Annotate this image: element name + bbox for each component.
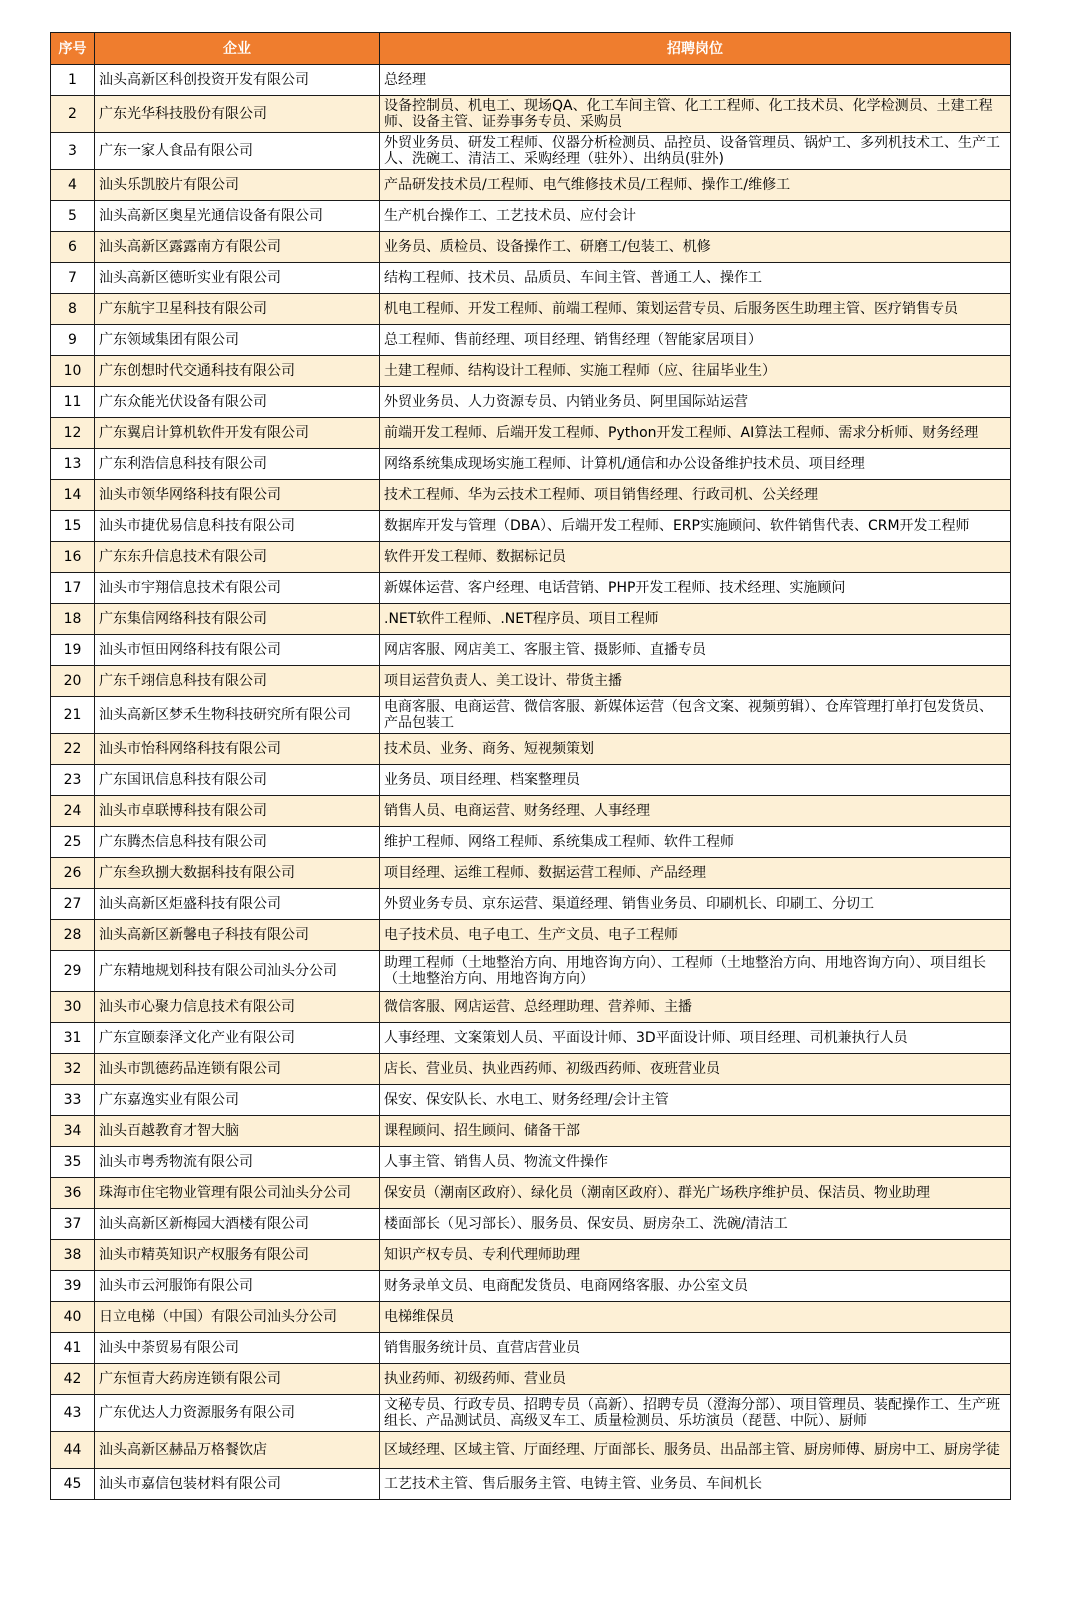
positions-cell: 设备控制员、机电工、现场QA、化工车间主管、化工工程师、化工技术员、化学检测员、土建工程师、设备主管、证券事务专员、采购员 <box>380 96 1011 133</box>
company-cell: 汕头市粤秀物流有限公司 <box>95 1147 380 1178</box>
table-row <box>51 796 1011 827</box>
positions-cell: 文秘专员、行政专员、招聘专员（高新）、招聘专员（澄海分部）、项目管理员、装配操作工、生产班组长、产品测试员、高级叉车工、质量检测员、乐坊演员（琵琶、中阮）、厨师 <box>380 1395 1011 1432</box>
positions-cell: 电子技术员、电子电工、生产文员、电子工程师 <box>380 920 1011 951</box>
company-cell: 汕头高新区赫品万格餐饮店 <box>95 1432 380 1469</box>
positions-cell: 业务员、项目经理、档案整理员 <box>380 765 1011 796</box>
positions-cell: 外贸业务员、人力资源专员、内销业务员、阿里国际站运营 <box>380 387 1011 418</box>
table-row <box>51 201 1011 232</box>
row-number-cell: 9 <box>51 325 95 356</box>
company-cell: 广东领域集团有限公司 <box>95 325 380 356</box>
table-row <box>51 858 1011 889</box>
company-cell: 汕头高新区科创投资开发有限公司 <box>95 65 380 96</box>
positions-cell: 知识产权专员、专利代理师助理 <box>380 1240 1011 1271</box>
positions-cell: .NET软件工程师、.NET程序员、项目工程师 <box>380 604 1011 635</box>
row-number-cell: 24 <box>51 796 95 827</box>
positions-cell: 技术工程师、华为云技术工程师、项目销售经理、行政司机、公关经理 <box>380 480 1011 511</box>
company-cell: 汕头市怡科网络科技有限公司 <box>95 734 380 765</box>
row-number-cell: 11 <box>51 387 95 418</box>
table-row <box>51 1116 1011 1147</box>
table-body <box>51 65 1011 1500</box>
row-number-cell: 34 <box>51 1116 95 1147</box>
company-cell: 广东优达人力资源服务有限公司 <box>95 1395 380 1432</box>
row-number-cell: 36 <box>51 1178 95 1209</box>
positions-cell: 电商客服、电商运营、微信客服、新媒体运营（包含文案、视频剪辑）、仓库管理打单打包发货员、产品包装工 <box>380 697 1011 734</box>
positions-cell: 网络系统集成现场实施工程师、计算机/通信和办公设备维护技术员、项目经理 <box>380 449 1011 480</box>
row-number-cell: 6 <box>51 232 95 263</box>
row-number-cell: 18 <box>51 604 95 635</box>
table-row <box>51 1209 1011 1240</box>
table-row <box>51 1469 1011 1500</box>
positions-cell: 课程顾问、招生顾问、储备干部 <box>380 1116 1011 1147</box>
positions-cell: 外贸业务员、研发工程师、仪器分析检测员、品控员、设备管理员、锅炉工、多列机技术工、生产工人、洗碗工、清洁工、采购经理（驻外）、出纳员(驻外) <box>380 133 1011 170</box>
positions-cell: 前端开发工程师、后端开发工程师、Python开发工程师、AI算法工程师、需求分析师、财务经理 <box>380 418 1011 449</box>
positions-cell: 总工程师、售前经理、项目经理、销售经理（智能家居项目） <box>380 325 1011 356</box>
table-row <box>51 992 1011 1023</box>
company-cell: 广东创想时代交通科技有限公司 <box>95 356 380 387</box>
company-cell: 广东宣颐泰泽文化产业有限公司 <box>95 1023 380 1054</box>
row-number-cell: 19 <box>51 635 95 666</box>
positions-cell: 人事主管、销售人员、物流文件操作 <box>380 1147 1011 1178</box>
table-row <box>51 480 1011 511</box>
table-row <box>51 697 1011 734</box>
positions-cell: 维护工程师、网络工程师、系统集成工程师、软件工程师 <box>380 827 1011 858</box>
row-number-cell: 14 <box>51 480 95 511</box>
table-row <box>51 1054 1011 1085</box>
table-row <box>51 573 1011 604</box>
positions-cell: 土建工程师、结构设计工程师、实施工程师（应、往届毕业生） <box>380 356 1011 387</box>
row-number-cell: 31 <box>51 1023 95 1054</box>
table-row <box>51 920 1011 951</box>
row-number-cell: 4 <box>51 170 95 201</box>
company-cell: 广东利浩信息科技有限公司 <box>95 449 380 480</box>
table-row <box>51 951 1011 992</box>
row-number-cell: 1 <box>51 65 95 96</box>
positions-cell: 工艺技术主管、售后服务主管、电铸主管、业务员、车间机长 <box>380 1469 1011 1500</box>
table-row <box>51 356 1011 387</box>
row-number-cell: 42 <box>51 1364 95 1395</box>
row-number-cell: 28 <box>51 920 95 951</box>
positions-cell: 助理工程师（土地整治方向、用地咨询方向）、工程师（土地整治方向、用地咨询方向）、项目组长（土地整治方向、用地咨询方向） <box>380 951 1011 992</box>
recruitment-table <box>50 32 1011 1500</box>
table-row <box>51 232 1011 263</box>
table-row <box>51 1302 1011 1333</box>
company-cell: 广东叁玖捌大数据科技有限公司 <box>95 858 380 889</box>
row-number-cell: 15 <box>51 511 95 542</box>
company-cell: 广东国讯信息科技有限公司 <box>95 765 380 796</box>
positions-cell: 生产机台操作工、工艺技术员、应付会计 <box>380 201 1011 232</box>
table-row <box>51 734 1011 765</box>
table-row <box>51 133 1011 170</box>
company-cell: 汕头市捷优易信息科技有限公司 <box>95 511 380 542</box>
positions-cell: 机电工程师、开发工程师、前端工程师、策划运营专员、后服务医生助理主管、医疗销售专员 <box>380 294 1011 325</box>
company-cell: 汕头高新区新梅园大酒楼有限公司 <box>95 1209 380 1240</box>
positions-cell: 人事经理、文案策划人员、平面设计师、3D平面设计师、项目经理、司机兼执行人员 <box>380 1023 1011 1054</box>
header-positions: 招聘岗位 <box>380 33 1011 65</box>
row-number-cell: 39 <box>51 1271 95 1302</box>
company-cell: 汕头高新区炬盛科技有限公司 <box>95 889 380 920</box>
row-number-cell: 8 <box>51 294 95 325</box>
table-row <box>51 635 1011 666</box>
row-number-cell: 35 <box>51 1147 95 1178</box>
company-cell: 汕头市心聚力信息技术有限公司 <box>95 992 380 1023</box>
company-cell: 广东精地规划科技有限公司汕头分公司 <box>95 951 380 992</box>
row-number-cell: 7 <box>51 263 95 294</box>
table-row <box>51 1240 1011 1271</box>
positions-cell: 技术员、业务、商务、短视频策划 <box>380 734 1011 765</box>
row-number-cell: 23 <box>51 765 95 796</box>
table-row <box>51 449 1011 480</box>
table-row <box>51 387 1011 418</box>
row-number-cell: 27 <box>51 889 95 920</box>
row-number-cell: 44 <box>51 1432 95 1469</box>
company-cell: 珠海市住宅物业管理有限公司汕头分公司 <box>95 1178 380 1209</box>
row-number-cell: 21 <box>51 697 95 734</box>
positions-cell: 销售服务统计员、直营店营业员 <box>380 1333 1011 1364</box>
company-cell: 广东嘉逸实业有限公司 <box>95 1085 380 1116</box>
company-cell: 广东翼启计算机软件开发有限公司 <box>95 418 380 449</box>
table-row <box>51 1395 1011 1432</box>
table-row <box>51 889 1011 920</box>
positions-cell: 项目运营负责人、美工设计、带货主播 <box>380 666 1011 697</box>
table-row <box>51 96 1011 133</box>
positions-cell: 外贸业务专员、京东运营、渠道经理、销售业务员、印刷机长、印刷工、分切工 <box>380 889 1011 920</box>
positions-cell: 业务员、质检员、设备操作工、研磨工/包装工、机修 <box>380 232 1011 263</box>
company-cell: 汕头高新区奥星光通信设备有限公司 <box>95 201 380 232</box>
row-number-cell: 22 <box>51 734 95 765</box>
positions-cell: 软件开发工程师、数据标记员 <box>380 542 1011 573</box>
table-row <box>51 325 1011 356</box>
table-row <box>51 511 1011 542</box>
table-row <box>51 170 1011 201</box>
company-cell: 汕头市凯德药品连锁有限公司 <box>95 1054 380 1085</box>
row-number-cell: 3 <box>51 133 95 170</box>
row-number-cell: 10 <box>51 356 95 387</box>
table-header-row <box>51 33 1011 65</box>
table-row <box>51 1023 1011 1054</box>
row-number-cell: 43 <box>51 1395 95 1432</box>
positions-cell: 结构工程师、技术员、品质员、车间主管、普通工人、操作工 <box>380 263 1011 294</box>
table-row <box>51 1333 1011 1364</box>
row-number-cell: 37 <box>51 1209 95 1240</box>
table-row <box>51 65 1011 96</box>
company-cell: 汕头高新区露露南方有限公司 <box>95 232 380 263</box>
company-cell: 汕头乐凯胶片有限公司 <box>95 170 380 201</box>
positions-cell: 新媒体运营、客户经理、电话营销、PHP开发工程师、技术经理、实施顾问 <box>380 573 1011 604</box>
company-cell: 汕头市恒田网络科技有限公司 <box>95 635 380 666</box>
row-number-cell: 16 <box>51 542 95 573</box>
positions-cell: 电梯维保员 <box>380 1302 1011 1333</box>
row-number-cell: 2 <box>51 96 95 133</box>
table-row <box>51 418 1011 449</box>
table-row <box>51 604 1011 635</box>
table-row <box>51 1085 1011 1116</box>
row-number-cell: 5 <box>51 201 95 232</box>
company-cell: 汕头市卓联博科技有限公司 <box>95 796 380 827</box>
company-cell: 汕头百越教育才智大脑 <box>95 1116 380 1147</box>
company-cell: 日立电梯（中国）有限公司汕头分公司 <box>95 1302 380 1333</box>
positions-cell: 项目经理、运维工程师、数据运营工程师、产品经理 <box>380 858 1011 889</box>
positions-cell: 总经理 <box>380 65 1011 96</box>
table-row <box>51 1147 1011 1178</box>
row-number-cell: 29 <box>51 951 95 992</box>
positions-cell: 数据库开发与管理（DBA）、后端开发工程师、ERP实施顾问、软件销售代表、CRM开发工程师 <box>380 511 1011 542</box>
header-company: 企业 <box>95 33 380 65</box>
company-cell: 广东众能光伏设备有限公司 <box>95 387 380 418</box>
table-row <box>51 1432 1011 1469</box>
table-row <box>51 1178 1011 1209</box>
company-cell: 广东千翊信息科技有限公司 <box>95 666 380 697</box>
company-cell: 汕头高新区德昕实业有限公司 <box>95 263 380 294</box>
row-number-cell: 20 <box>51 666 95 697</box>
positions-cell: 网店客服、网店美工、客服主管、摄影师、直播专员 <box>380 635 1011 666</box>
table-row <box>51 542 1011 573</box>
table-row <box>51 294 1011 325</box>
table-row <box>51 765 1011 796</box>
row-number-cell: 26 <box>51 858 95 889</box>
company-cell: 广东东升信息技术有限公司 <box>95 542 380 573</box>
row-number-cell: 45 <box>51 1469 95 1500</box>
company-cell: 汕头高新区新馨电子科技有限公司 <box>95 920 380 951</box>
company-cell: 广东光华科技股份有限公司 <box>95 96 380 133</box>
positions-cell: 微信客服、网店运营、总经理助理、营养师、主播 <box>380 992 1011 1023</box>
positions-cell: 产品研发技术员/工程师、电气维修技术员/工程师、操作工/维修工 <box>380 170 1011 201</box>
header-no: 序号 <box>51 33 95 65</box>
table-row <box>51 263 1011 294</box>
row-number-cell: 41 <box>51 1333 95 1364</box>
row-number-cell: 38 <box>51 1240 95 1271</box>
row-number-cell: 25 <box>51 827 95 858</box>
positions-cell: 保安员（潮南区政府）、绿化员（潮南区政府）、群光广场秩序维护员、保洁员、物业助理 <box>380 1178 1011 1209</box>
table-row <box>51 1364 1011 1395</box>
company-cell: 汕头市领华网络科技有限公司 <box>95 480 380 511</box>
company-cell: 汕头市云河服饰有限公司 <box>95 1271 380 1302</box>
company-cell: 汕头市精英知识产权服务有限公司 <box>95 1240 380 1271</box>
row-number-cell: 30 <box>51 992 95 1023</box>
company-cell: 广东航宇卫星科技有限公司 <box>95 294 380 325</box>
row-number-cell: 17 <box>51 573 95 604</box>
positions-cell: 财务录单文员、电商配发货员、电商网络客服、办公室文员 <box>380 1271 1011 1302</box>
company-cell: 广东恒青大药房连锁有限公司 <box>95 1364 380 1395</box>
company-cell: 汕头市嘉信包装材料有限公司 <box>95 1469 380 1500</box>
positions-cell: 保安、保安队长、水电工、财务经理/会计主管 <box>380 1085 1011 1116</box>
company-cell: 广东腾杰信息科技有限公司 <box>95 827 380 858</box>
company-cell: 广东集信网络科技有限公司 <box>95 604 380 635</box>
row-number-cell: 32 <box>51 1054 95 1085</box>
positions-cell: 执业药师、初级药师、营业员 <box>380 1364 1011 1395</box>
company-cell: 汕头市宇翔信息技术有限公司 <box>95 573 380 604</box>
row-number-cell: 33 <box>51 1085 95 1116</box>
positions-cell: 楼面部长（见习部长）、服务员、保安员、厨房杂工、洗碗/清洁工 <box>380 1209 1011 1240</box>
company-cell: 汕头中荼贸易有限公司 <box>95 1333 380 1364</box>
table-row <box>51 1271 1011 1302</box>
row-number-cell: 13 <box>51 449 95 480</box>
table-row <box>51 827 1011 858</box>
positions-cell: 销售人员、电商运营、财务经理、人事经理 <box>380 796 1011 827</box>
company-cell: 汕头高新区梦禾生物科技研究所有限公司 <box>95 697 380 734</box>
positions-cell: 店长、营业员、执业西药师、初级西药师、夜班营业员 <box>380 1054 1011 1085</box>
company-cell: 广东一家人食品有限公司 <box>95 133 380 170</box>
row-number-cell: 40 <box>51 1302 95 1333</box>
row-number-cell: 12 <box>51 418 95 449</box>
table-row <box>51 666 1011 697</box>
positions-cell: 区域经理、区域主管、厅面经理、厅面部长、服务员、出品部主管、厨房师傅、厨房中工、厨房学徒 <box>380 1432 1011 1469</box>
